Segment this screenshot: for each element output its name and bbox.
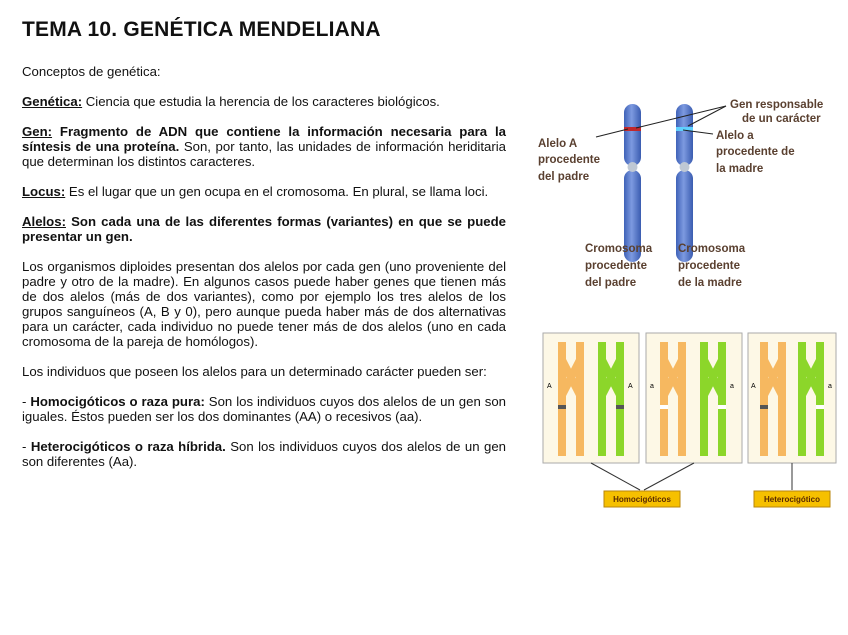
paragraph-individuos: Los individuos que poseen los alelos para un determinado carácter pueden ser:	[22, 364, 487, 379]
gene-label-1: Gen responsable	[730, 99, 824, 111]
zygosity-figure	[540, 330, 840, 515]
paragraph-diploides: Los organismos diploides presentan dos alelos por cada gen (uno proveniente del padre y otro de la madre). En algunos casos puede haber genes que tienen más de dos alelos (más de dos variantes), como por ejemplo los tres alelos de los grupos sanguíneos (A, B y 0), pero aunque pueda haber más de dos alternativas para un carácter, cada individuo no puede tener más de dos alelos (uno en cada cromosoma de la pareja de homólogos).	[22, 259, 506, 349]
allele-A-label-1: Alelo A	[538, 138, 578, 150]
pair2-letter-2: a	[730, 383, 734, 390]
hetero-label: Heterocigótico	[763, 495, 821, 504]
term-genetica: Genética:	[22, 94, 83, 109]
chromosome-figure	[528, 92, 838, 297]
pair3-letter-1: A	[751, 383, 756, 390]
term-locus: Locus:	[22, 184, 66, 199]
connector-lines	[591, 463, 792, 490]
definition-locus-text: Es el lugar que un gen ocupa en el cromosoma. En plural, se llama loci.	[65, 184, 489, 199]
heterocigoticos-prefix: -	[22, 439, 31, 454]
chrom-mother-label-2: procedente	[678, 260, 740, 272]
definition-alelos-bold: Son cada una de las diferentes formas (variantes) en que se puede presentar un gen.	[22, 214, 506, 244]
gene-label-2: de un carácter	[742, 113, 821, 125]
panel-AA	[543, 333, 639, 463]
content-text	[22, 64, 506, 484]
definition-locus	[22, 184, 506, 199]
allele-a-label-1: Alelo a	[716, 130, 754, 142]
term-gen: Gen:	[22, 124, 53, 139]
pair2-letter-1: a	[650, 383, 654, 390]
chromosome-mother	[676, 104, 693, 262]
homocigoticos-bold: Homocigóticos o raza pura:	[30, 394, 205, 409]
heterocigoticos-item	[22, 439, 506, 469]
pointer-lines	[596, 106, 726, 137]
allele-A-label-2: procedente	[538, 154, 600, 166]
definition-gen	[22, 124, 506, 169]
definition-genetica-text: Ciencia que estudia la herencia de los caracteres biológicos.	[82, 94, 440, 109]
heterocigoticos-text: Son los individuos cuyos dos alelos de un gen son diferentes (Aa).	[22, 439, 506, 469]
intro-text: Conceptos de genética:	[22, 64, 161, 79]
term-alelos: Alelos:	[22, 214, 66, 229]
chrom-father-label-3: del padre	[585, 277, 637, 289]
homocigoticos-item	[22, 394, 506, 424]
definition-gen-text: Son, por tanto, las unidades de información heriditaria que determinan los distintos caracteres.	[22, 139, 507, 169]
homocigoticos-text: Son los individuos cuyos dos alelos de un gen son iguales. Éstos pueden ser los dos dominantes (AA) o recesivos (aa).	[22, 394, 506, 424]
definition-alelos	[22, 214, 506, 244]
chrom-father-label-2: procedente	[585, 260, 647, 272]
pair3-letter-2: a	[828, 383, 832, 390]
allele-a-label-3: la madre	[716, 163, 764, 175]
page-title: TEMA 10. GENÉTICA MENDELIANA	[22, 18, 381, 41]
pair1-letter-2: A	[628, 383, 633, 390]
allele-a-label-2: procedente de	[716, 146, 795, 158]
pair1-letter-1: A	[547, 383, 552, 390]
chrom-father-label-1: Cromosoma	[585, 243, 653, 255]
heterocigoticos-bold: Heterocigóticos o raza híbrida.	[30, 439, 226, 454]
chrom-mother-label-3: de la madre	[678, 277, 742, 289]
allele-A-label-3: del padre	[538, 171, 590, 183]
homo-label: Homocigóticos	[613, 495, 671, 504]
definition-gen-bold: Fragmento de ADN que contiene la información necesaria para la síntesis de una proteína.	[22, 124, 506, 154]
chrom-mother-label-1: Cromosoma	[678, 243, 746, 255]
definition-genetica	[22, 94, 506, 109]
homocigoticos-prefix: -	[22, 394, 31, 409]
